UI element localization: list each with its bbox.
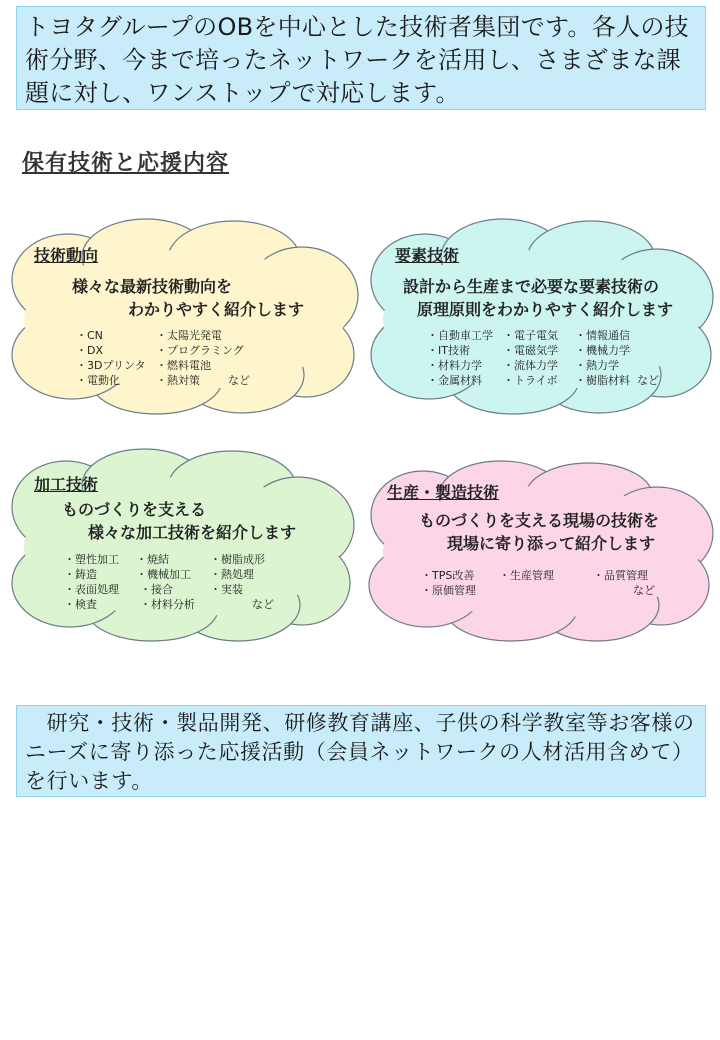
tag: ・検査 — [64, 598, 97, 611]
tag: ・樹脂成形 — [210, 553, 265, 566]
cloud-tech-trends — [6, 215, 362, 415]
cloud-title: 技術動向 — [34, 246, 99, 265]
tag: ・電動化 — [76, 374, 120, 387]
tag: ・熱対策 — [156, 374, 200, 387]
tag: ・鋳造 — [64, 568, 97, 581]
cloud-desc-line2: 現場に寄り添って紹介します — [447, 534, 656, 553]
section-title: 保有技術と応援内容 — [22, 151, 230, 176]
closing-banner — [16, 705, 706, 797]
cloud-production-tech — [365, 455, 717, 645]
tag: ・品質管理 — [593, 569, 648, 582]
intro-banner — [16, 6, 706, 110]
tag: ・熱処理 — [210, 568, 254, 581]
tag: ・原価管理 — [421, 584, 476, 597]
cloud-desc-line2: わかりやすく紹介します — [128, 300, 305, 319]
cloud-title: 生産・製造技術 — [387, 483, 500, 502]
tag: ・金属材料 — [427, 374, 482, 387]
cloud-desc-line2: 様々な加工技術を紹介します — [88, 523, 297, 542]
tag: ・表面処理 — [64, 583, 119, 596]
tag: など — [252, 598, 274, 611]
cloud-desc-line1: 設計から生産まで必要な要素技術の — [403, 277, 660, 296]
tag: ・材料分析 — [140, 598, 195, 611]
cloud-desc-line1: 様々な最新技術動向を — [72, 277, 233, 296]
tag: ・自動車工学 — [427, 329, 493, 342]
tag: ・機械力学 — [575, 344, 630, 357]
tag: ・樹脂材料 — [575, 374, 630, 387]
tag: など — [228, 374, 250, 387]
cloud-title: 加工技術 — [34, 475, 99, 494]
closing-text: 研究・技術・製品開発、研修教育講座、子供の科学教室等お客様のニーズに寄り添った応援活動（会員ネットワークの人材活用含めて）を行います。 — [25, 711, 695, 793]
tag: ・プログラミング — [156, 344, 244, 357]
tag: ・トライボ — [503, 374, 558, 387]
tag: ・DX — [76, 344, 104, 357]
tag: ・電磁気学 — [503, 344, 558, 357]
tag: ・CN — [76, 329, 103, 342]
tag: ・熱力学 — [575, 359, 619, 372]
tag: ・3Dプリンタ — [76, 359, 146, 372]
cloud-processing-tech — [6, 445, 358, 645]
cloud-desc-line1: ものづくりを支える — [62, 500, 207, 519]
tag: ・実装 — [210, 583, 243, 596]
cloud-core-tech — [365, 215, 717, 415]
cloud-title: 要素技術 — [395, 246, 460, 265]
tag: ・塑性加工 — [64, 553, 119, 566]
tag: ・材料力学 — [427, 359, 482, 372]
tag: ・TPS改善 — [421, 569, 475, 582]
tag: ・燃料電池 — [156, 359, 211, 372]
tag: ・流体力学 — [503, 359, 558, 372]
intro-text: トヨタグループのOBを中心とした技術者集団です。各人の技術分野、今まで培ったネットワークを活用し、さまざまな課題に対し、ワンストップで対応します。 — [25, 13, 689, 107]
cloud-desc-line1: ものづくりを支える現場の技術を — [419, 511, 660, 530]
tag: ・電子電気 — [503, 329, 558, 342]
tag: など — [637, 374, 659, 387]
tag: ・太陽光発電 — [156, 329, 222, 342]
tag: ・焼結 — [136, 553, 169, 566]
cloud-desc-line2: 原理原則をわかりやすく紹介します — [417, 300, 674, 319]
tag: ・生産管理 — [499, 569, 554, 582]
tag: ・IT技術 — [427, 344, 470, 357]
tag: など — [633, 584, 655, 597]
tag: ・機械加工 — [136, 568, 191, 581]
tag: ・接合 — [140, 583, 173, 596]
tag: ・情報通信 — [575, 329, 630, 342]
